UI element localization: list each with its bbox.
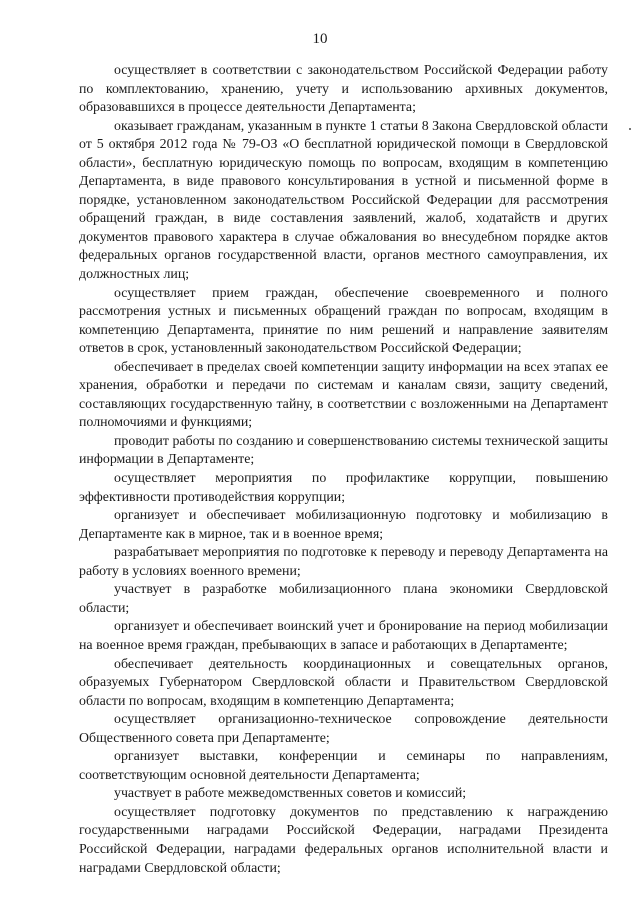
paragraph-military-registration: организует и обеспечивает воинский учет и бронирование на период мобилизации на военное время граждан, пребывающих в запасе и работающих в Департаменте;: [79, 619, 608, 653]
margin-scan-mark: [629, 128, 631, 130]
paragraph-legal-aid: оказывает гражданам, указанным в пункте 1 статьи 8 Закона Свердловской области от 5 октября 2012 года № 79-ОЗ «О бесплатной юридической помощи в Свердловской области», бесплатную юридическую помощь по вопросам, входящим в компетенцию Департамента, в виде правового консультирования в устной и письменной форме в порядке, установленном законодательством Российской Федерации для рассмотрения обращений граждан, в виде составления заявлений, жалоб, ходатайств и других документов правового характера в случае обжалования во внесудебном порядке актов федеральных органов государственной власти, органов местного самоуправления, их должностных лиц;: [79, 118, 608, 283]
paragraph-information-protection: обеспечивает в пределах своей компетенции защиту информации на всех этапах ее хранения, обработки и передачи по системам и каналам связи, защиту сведений, составляющих государственную тайну, в соответствии с возложенными на Департамент полномочиями и функциями;: [79, 359, 608, 431]
paragraph-public-council: осуществляет организационно-техническое сопровождение деятельности Общественного совета при Департаменте;: [79, 712, 608, 746]
paragraph-interdepartmental-councils: участвует в работе межведомственных советов и комиссий;: [114, 786, 467, 802]
paragraph-exhibitions: организует выставки, конференции и семинары по направлениям, соответствующим основной деятельности Департамента;: [79, 749, 608, 783]
document-body: [79, 62, 608, 878]
paragraph-citizen-reception: осуществляет прием граждан, обеспечение своевременного и полного рассмотрения устных и письменных обращений граждан по вопросам, входящим в компетенцию Департамента, принятие по ним решений и направление заявителям ответов в срок, установленный законодательством Российской Федерации;: [79, 285, 608, 357]
paragraph-technical-protection: проводит работы по созданию и совершенствованию системы технической защиты информации в Департаменте;: [79, 433, 608, 468]
paragraph-state-awards: осуществляет подготовку документов по представлению к награждению государственными наградами Российской Федерации, наградами Президента Российской Федерации, наградами федеральных органов исполнительной власти и наградами Свердловской области;: [79, 804, 608, 876]
page-number: 10: [312, 31, 328, 47]
paragraph-anti-corruption: осуществляет мероприятия по профилактике коррупции, повышению эффективности противодействия коррупции;: [79, 471, 608, 505]
paragraph-coordination-bodies: обеспечивает деятельность координационных и совещательных органов, образуемых Губернатором Свердловской области и Правительством Свердловской области по вопросам, входящим в компетенцию Департамента;: [79, 656, 608, 709]
paragraph-mobilization-plan: участвует в разработке мобилизационного плана экономики Свердловской области;: [79, 582, 608, 616]
paragraph-mobilization-preparation: организует и обеспечивает мобилизационную подготовку и мобилизацию в Департаменте как в мирное, так и в военное время;: [79, 508, 608, 542]
paragraph-archives: осуществляет в соответствии с законодательством Российской Федерации работу по комплектованию, хранению, учету и использованию архивных документов, образовавшихся в процессе деятельности Департамента;: [79, 63, 608, 116]
paragraph-wartime-transfer: разрабатывает мероприятия по подготовке к переводу и переводу Департамента на работу в условиях военного времени;: [79, 545, 608, 579]
